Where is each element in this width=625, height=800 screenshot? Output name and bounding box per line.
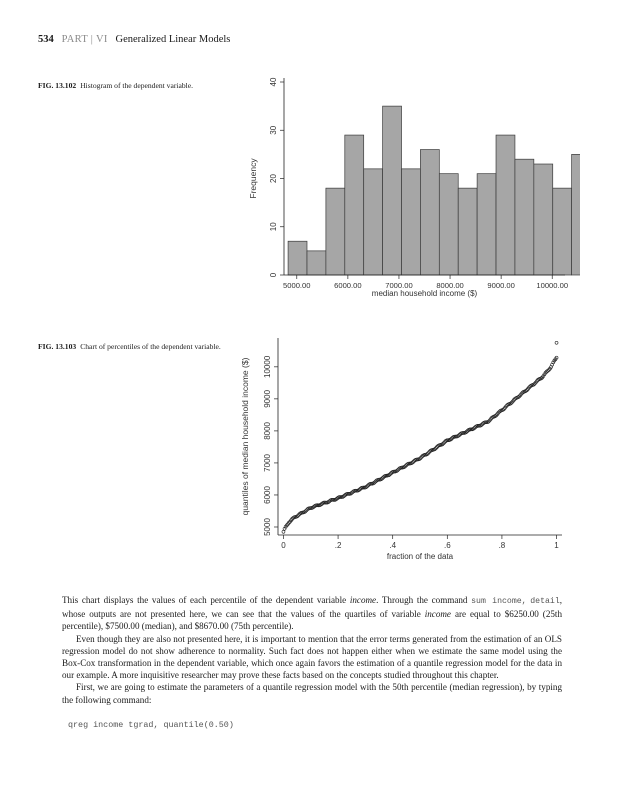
y-tick-label: 6000	[263, 486, 272, 504]
y-tick-label: 10000	[263, 355, 272, 378]
x-axis-label: median household income ($)	[371, 289, 478, 298]
x-ticks	[283, 275, 568, 290]
y-tick-label: 5000	[263, 518, 272, 536]
x-ticks	[281, 535, 559, 550]
figure-label-1: FIG. 13.102	[38, 81, 77, 90]
x-tick-label: 5000.00	[283, 281, 311, 290]
y-tick-label: 20	[269, 174, 278, 183]
y-tick-label: 9000	[263, 389, 272, 408]
x-tick-label: .8	[498, 541, 506, 550]
histogram-bar	[307, 251, 326, 275]
y-axis-label: quantiles of median household income ($)	[240, 357, 250, 516]
x-tick-label: 9000.00	[487, 281, 515, 290]
page-number: 534	[38, 34, 54, 45]
p1-text-2: . Through the command	[376, 595, 472, 605]
quantile-points	[282, 341, 558, 533]
histogram-bar	[420, 150, 439, 275]
p1-text-1: This chart displays the values of each percentile of the dependent variable	[62, 595, 350, 605]
p1-var-2: income	[424, 609, 451, 620]
histogram-bar	[345, 135, 364, 275]
y-tick-label: 30	[269, 125, 278, 135]
histogram-bar	[288, 241, 307, 275]
histogram-bar	[496, 135, 515, 275]
paragraph-3: First, we are going to estimate the parameters of a quantile regression model with the 50th percentile (median regression), by typing the following command:	[62, 682, 562, 705]
x-tick-label: 10000.00	[536, 281, 569, 290]
y-ticks	[269, 77, 284, 277]
histogram-bar	[553, 188, 572, 275]
y-ticks	[263, 355, 278, 536]
quantile-point	[282, 530, 285, 533]
p1-text-3: , whose outputs are not presented here, we can see that the values of the quartiles of variable	[62, 595, 563, 620]
y-tick-label: 8000	[263, 421, 272, 440]
figure-caption-2	[38, 342, 228, 352]
histogram-bar	[534, 164, 553, 275]
chapter-title: Generalized Linear Models	[115, 34, 231, 45]
y-tick-label: 40	[269, 77, 278, 87]
x-tick-label: .2	[334, 541, 342, 550]
command-line: qreg income tgrad, quantile(0.50)	[68, 720, 234, 730]
histogram-bar	[326, 188, 345, 275]
y-tick-label: 7000	[263, 454, 272, 472]
figure-caption-text-2: Chart of percentiles of the dependent variable.	[80, 342, 221, 351]
histogram-bars	[288, 106, 580, 275]
histogram-chart	[220, 70, 580, 320]
x-axis-label: fraction of the data	[386, 552, 454, 561]
quantile-point	[555, 341, 558, 344]
x-tick-label: .4	[389, 541, 397, 550]
y-tick-label: 10	[269, 222, 278, 232]
paragraph-1	[62, 594, 562, 633]
histogram-bar	[364, 169, 383, 275]
quantile-chart	[220, 330, 580, 570]
body-text	[62, 594, 562, 706]
part-label: PART | VI	[61, 34, 108, 45]
histogram-bar	[572, 154, 580, 275]
x-tick-label: 8000.00	[436, 281, 464, 290]
p1-command-1: sum income,	[471, 597, 527, 606]
paragraph-2: Even though they are also not presented here, it is important to mention that the error terms generated from the estimation of an OLS regression model do not show adherence to normality. Such fact does not happen either when we estimate the same model using the Box-Cox transformation in the dependent variable, which once again favors the estimation of a quantile regression model for the data in our example. A more inquisitive researcher may prove these facts based on the concepts studied throughout this chapter.	[62, 633, 562, 681]
x-tick-label: .6	[443, 541, 451, 550]
x-tick-label: 0	[281, 541, 286, 550]
histogram-bar	[439, 174, 458, 275]
running-header	[38, 34, 230, 45]
figure-caption-1	[38, 81, 228, 91]
histogram-bar	[383, 106, 402, 275]
x-tick-label: 1	[554, 541, 559, 550]
histogram-bar	[515, 159, 534, 275]
x-tick-label: 7000.00	[385, 281, 413, 290]
y-axis-label: Frequency	[248, 158, 258, 199]
figure-caption-text-1: Histogram of the dependent variable.	[80, 81, 193, 90]
p1-command-2: detail	[530, 597, 560, 606]
histogram-bar	[402, 169, 421, 275]
p1-var-1: income	[349, 595, 377, 605]
histogram-bar	[458, 188, 477, 275]
x-tick-label: 6000.00	[334, 281, 362, 290]
histogram-bar	[477, 174, 496, 275]
p1-text-4: are equal to $6250.00 (25th percentile), $7500.00 (median), and $8670.00 (75th percentile).	[62, 609, 562, 632]
y-tick-label: 0	[269, 272, 278, 278]
figure-label-2: FIG. 13.103	[38, 342, 77, 351]
